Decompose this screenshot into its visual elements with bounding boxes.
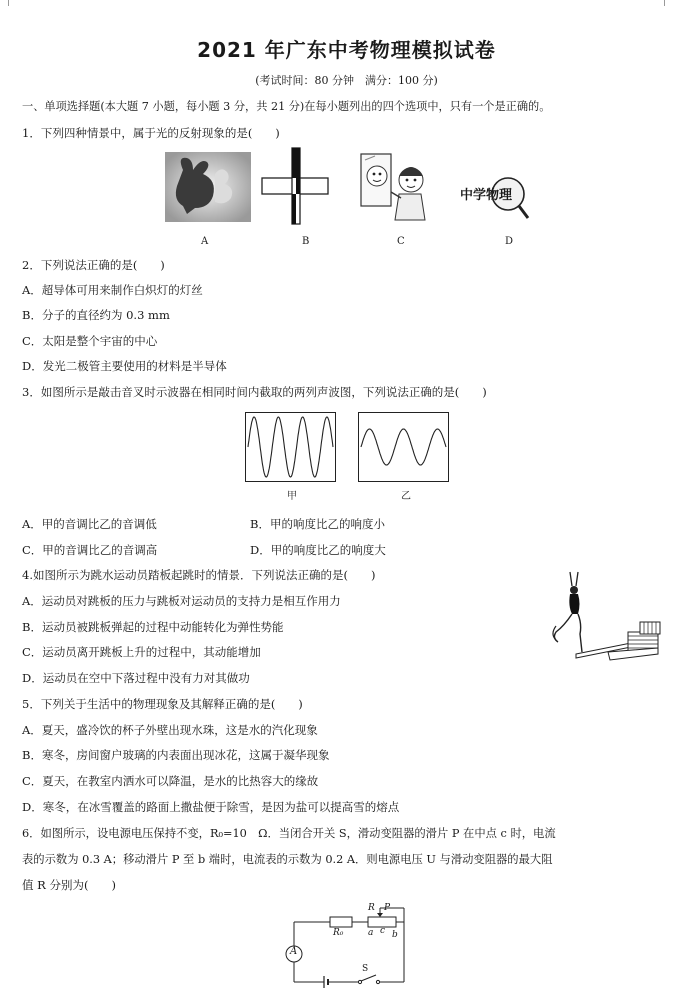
q2-option-c: C．太阳是整个宇宙的中心 — [22, 334, 158, 348]
q6-line-3: 值 R 分别为( ) — [22, 878, 116, 892]
q5-option-c: C．夏天，在教室内洒水可以降温，是水的比热容大的缘故 — [22, 774, 319, 788]
q4-option-b: B．运动员被跳板弹起的过程中动能转化为弹性势能 — [22, 620, 284, 634]
magnifier-text: 中学物理 — [460, 188, 513, 203]
q4-option-a: A．运动员对跳板的压力与跳板对运动员的支持力是相互作用力 — [22, 594, 341, 608]
page-title: 2021 年广东中考物理模拟试卷 — [197, 38, 496, 62]
p-label: P — [384, 903, 391, 913]
ammeter-label: A — [290, 946, 298, 957]
wave-label-yi: 乙 — [401, 491, 411, 502]
q3-option-b: B．甲的响度比乙的响度小 — [250, 517, 385, 531]
waveform-jia — [245, 412, 336, 482]
q5-stem: 5．下列关于生活中的物理现象及其解释正确的是( ) — [22, 697, 303, 711]
b-label: b — [392, 930, 398, 940]
q2-stem: 2．下列说法正确的是( ) — [22, 258, 165, 272]
q6-line-1: 6．如图所示，设电源电压保持不变，R₀=10 Ω．当闭合开关 S，滑动变阻器的滑片 P 在中点 c 时，电流 — [22, 827, 556, 840]
circuit-diagram — [280, 902, 410, 992]
q3-option-a: A．甲的音调比乙的音调低 — [22, 517, 157, 531]
q1-label-c: C — [397, 236, 405, 247]
q2-option-b: B．分子的直径约为 0.3 mm — [22, 308, 170, 322]
diver-springboard-image — [548, 570, 666, 674]
q3-stem: 3．如图所示是敲击音叉时示波器在相同时间内截取的两列声波图，下列说法正确的是( ) — [22, 385, 487, 399]
q5-option-a: A．夏天，盛冷饮的杯子外壁出现水珠，这是水的汽化现象 — [22, 723, 318, 737]
q2-option-a: A．超导体可用来制作白炽灯的灯丝 — [22, 283, 203, 297]
section-heading: 一、单项选择题(本大题 7 小题，每小题 3 分，共 21 分)在每小题列出的四个选项中，只有一个是正确的。 — [22, 100, 551, 113]
exam-info: (考试时间：80 分钟 满分：100 分) — [255, 74, 438, 87]
r-label: R — [368, 903, 375, 913]
pencil-block-image — [262, 148, 330, 224]
waveform-yi — [358, 412, 449, 482]
q5-option-d: D．寒冬，在冰雪覆盖的路面上撒盐便于除雪，是因为盐可以提高雪的熔点 — [22, 800, 400, 814]
q1-label-a: A — [201, 236, 209, 247]
q1-stem: 1．下列四种情景中，属于光的反射现象的是( ) — [22, 126, 280, 140]
a-label: a — [368, 928, 374, 938]
q1-label-d: D — [505, 236, 514, 247]
c-label: c — [380, 926, 386, 936]
q3-option-d: D．甲的响度比乙的响度大 — [250, 543, 386, 557]
q2-option-d: D．发光二极管主要使用的材料是半导体 — [22, 359, 227, 373]
q1-label-b: B — [302, 236, 310, 247]
q4-stem: 4.如图所示为跳水运动员踏板起跳时的情景．下列说法正确的是( ) — [22, 568, 376, 582]
q5-option-b: B．寒冬，房间窗户玻璃的内表面出现冰花，这属于凝华现象 — [22, 748, 330, 762]
q3-option-c: C．甲的音调比乙的音调高 — [22, 543, 158, 557]
shadow-rabbit-image — [165, 152, 251, 222]
wave-label-jia: 甲 — [287, 491, 297, 502]
q4-option-d: D．运动员在空中下落过程中没有力对其做功 — [22, 671, 250, 685]
q4-option-c: C．运动员离开跳板上升的过程中，其动能增加 — [22, 645, 261, 659]
switch-label: S — [362, 964, 369, 974]
r0-label: R₀ — [333, 928, 344, 938]
boy-mirror-image — [355, 152, 435, 222]
q6-line-2: 表的示数为 0.3 A；移动滑片 P 至 b 端时，电流表的示数为 0.2 A．则电源电压 U 与滑动变阻器的最大阻 — [22, 853, 553, 866]
